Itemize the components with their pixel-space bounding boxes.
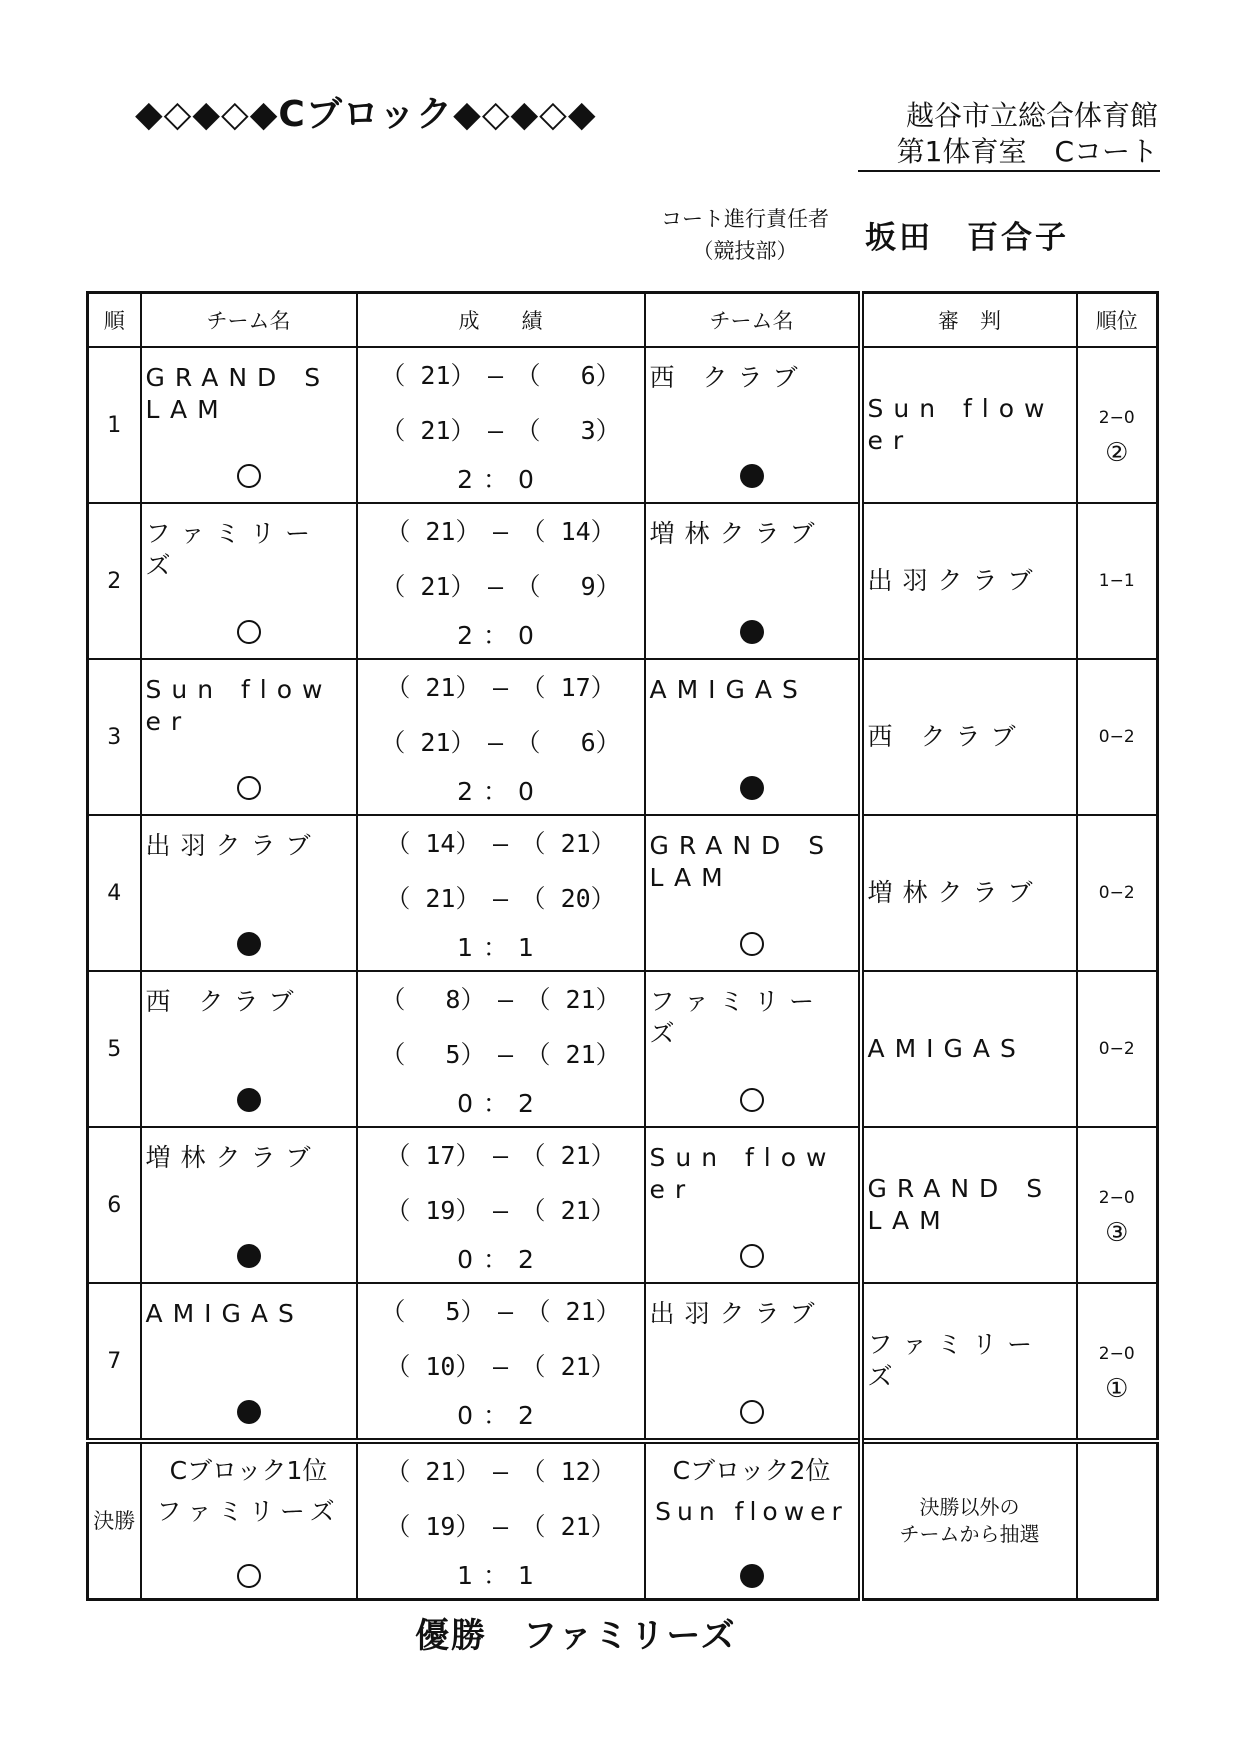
- set-count: 1：1: [457, 933, 544, 962]
- loss-mark-icon: [740, 1564, 764, 1588]
- team-b-name: AMIGAS: [649, 675, 808, 704]
- winner-banner: 優勝 ファミリーズ: [415, 1616, 737, 1656]
- referee-name: AMIGAS: [867, 1034, 1026, 1063]
- team-a-name: 西 クラブ: [145, 987, 304, 1016]
- match-row: [88, 659, 1158, 815]
- rank-record: 2−0: [1098, 408, 1135, 428]
- team-b-name: 西 クラブ: [649, 363, 808, 392]
- manager-name: 坂田 百合子: [865, 220, 1069, 256]
- set-1-score: （ 21） — （ 6）: [380, 361, 621, 390]
- team-b-wrap: [646, 1284, 858, 1438]
- set-1-score: （ 5） — （ 21）: [380, 1297, 621, 1326]
- team-a-wrap: [142, 1284, 356, 1438]
- team-b-wrap: [646, 660, 858, 814]
- final-row: [88, 1441, 1158, 1600]
- team-a-name: 増林クラブ: [145, 1143, 321, 1172]
- header-team-b: チーム名: [645, 293, 861, 348]
- match-number: 3: [88, 659, 141, 815]
- rank-place: ①: [1105, 1374, 1129, 1404]
- set-1-score: （ 21） — （ 17）: [385, 673, 616, 702]
- rank-place: ②: [1105, 438, 1129, 468]
- set-count: 0：2: [457, 1401, 544, 1430]
- team-b-name: Sun flower: [649, 1143, 837, 1204]
- venue-name: 越谷市立総合体育館: [905, 99, 1158, 132]
- referee-cell: [861, 503, 1077, 659]
- rank-record: 1−1: [1098, 571, 1135, 591]
- final-set-2-score: （ 19） — （ 21）: [385, 1512, 616, 1541]
- team-b-wrap: [646, 816, 858, 970]
- page-title: ◆◇◆◇◆Cブロック◆◇◆◇◆: [135, 94, 597, 135]
- score-cell: [357, 1127, 645, 1283]
- score-cell: [357, 1283, 645, 1441]
- set-2-score: （ 21） — （ 20）: [385, 884, 616, 913]
- venue: [858, 98, 1158, 170]
- win-mark-icon: [237, 1564, 261, 1588]
- set-2-score: （ 5） — （ 21）: [380, 1040, 621, 1069]
- score-cell: [357, 659, 645, 815]
- win-mark-icon: [237, 620, 261, 644]
- loss-mark-icon: [740, 620, 764, 644]
- team-b-name: ファミリーズ: [649, 987, 825, 1048]
- header-team-a: チーム名: [141, 293, 357, 348]
- referee-cell: [861, 1283, 1077, 1441]
- final-set-1-score: （ 21） — （ 12）: [385, 1457, 616, 1486]
- team-a-wrap: [142, 972, 356, 1126]
- team-b-name: GRAND SLAM: [649, 831, 835, 892]
- team-a-wrap: [142, 348, 356, 502]
- match-number: 7: [88, 1283, 141, 1441]
- header-referee: 審 判: [861, 293, 1077, 348]
- team-b-name: 増林クラブ: [649, 519, 825, 548]
- rank-cell: [1077, 1283, 1158, 1441]
- team-b-name: 出羽クラブ: [649, 1299, 825, 1328]
- match-row: [88, 971, 1158, 1127]
- team-a-cell: [141, 971, 357, 1127]
- match-number: 5: [88, 971, 141, 1127]
- header-order: 順: [88, 293, 141, 348]
- referee-cell: [861, 659, 1077, 815]
- final-team-a-cell: [141, 1441, 357, 1600]
- rank-cell: [1077, 659, 1158, 815]
- set-count: 2：0: [457, 777, 544, 806]
- win-mark-icon: [740, 1400, 764, 1424]
- final-team-b-name: Sun flower: [655, 1497, 848, 1526]
- referee-cell: [861, 971, 1077, 1127]
- rank-record: 0−2: [1098, 883, 1135, 903]
- referee-cell: [861, 815, 1077, 971]
- set-1-score: （ 17） — （ 21）: [385, 1141, 616, 1170]
- team-a-cell: [141, 347, 357, 503]
- referee-name: ファミリーズ: [867, 1330, 1043, 1391]
- referee-name: GRAND SLAM: [867, 1174, 1053, 1235]
- final-score-cell: [357, 1441, 645, 1600]
- team-b-cell: [645, 503, 861, 659]
- loss-mark-icon: [237, 1088, 261, 1112]
- referee-cell: [861, 347, 1077, 503]
- rank-record: 0−2: [1098, 727, 1135, 747]
- set-1-score: （ 14） — （ 21）: [385, 829, 616, 858]
- loss-mark-icon: [740, 776, 764, 800]
- final-team-a-label: Cブロック1位: [169, 1456, 328, 1485]
- team-a-wrap: [142, 816, 356, 970]
- referee-name: 西 クラブ: [867, 722, 1026, 751]
- team-b-cell: [645, 971, 861, 1127]
- header-result: 成 績: [357, 293, 645, 348]
- team-a-cell: [141, 815, 357, 971]
- match-row: [88, 1283, 1158, 1441]
- win-mark-icon: [237, 464, 261, 488]
- match-number: 1: [88, 347, 141, 503]
- referee-name: Sun flower: [867, 394, 1055, 455]
- team-b-cell: [645, 1127, 861, 1283]
- final-set-count: 1：1: [457, 1561, 544, 1590]
- set-count: 0：2: [457, 1245, 544, 1274]
- final-rank-cell: [1077, 1441, 1158, 1600]
- final-label: 決勝: [88, 1441, 141, 1600]
- rank-place: ③: [1105, 1218, 1129, 1248]
- final-referee-note: 決勝以外の チームから抽選: [899, 1495, 1040, 1546]
- manager-role: コート進行責任者: [661, 207, 829, 231]
- rank-record: 0−2: [1098, 1039, 1135, 1059]
- match-row: [88, 1127, 1158, 1283]
- final-team-a-name: ファミリーズ: [156, 1497, 341, 1526]
- rank-record: 2−0: [1098, 1344, 1135, 1364]
- referee-cell: [861, 1127, 1077, 1283]
- match-number: 2: [88, 503, 141, 659]
- venue-underline: [858, 170, 1160, 172]
- team-a-name: 出羽クラブ: [145, 831, 321, 860]
- team-b-cell: [645, 815, 861, 971]
- score-cell: [357, 971, 645, 1127]
- final-team-b-wrap: [646, 1446, 858, 1596]
- final-team-a-wrap: [142, 1446, 356, 1596]
- final-team-b-cell: [645, 1441, 861, 1600]
- header-rank: 順位: [1077, 293, 1158, 348]
- set-2-score: （ 21） — （ 3）: [380, 416, 621, 445]
- manager-dept: （競技部）: [692, 239, 798, 263]
- team-a-wrap: [142, 504, 356, 658]
- match-number: 6: [88, 1127, 141, 1283]
- team-b-cell: [645, 659, 861, 815]
- score-cell: [357, 815, 645, 971]
- match-row: [88, 815, 1158, 971]
- rank-cell: [1077, 1127, 1158, 1283]
- team-a-cell: [141, 503, 357, 659]
- team-b-cell: [645, 1283, 861, 1441]
- team-a-name: AMIGAS: [145, 1299, 304, 1328]
- manager-label: [640, 203, 850, 267]
- set-2-score: （ 10） — （ 21）: [385, 1352, 616, 1381]
- team-b-wrap: [646, 1128, 858, 1282]
- set-count: 0：2: [457, 1089, 544, 1118]
- team-b-wrap: [646, 504, 858, 658]
- team-a-cell: [141, 1127, 357, 1283]
- set-count: 2：0: [457, 621, 544, 650]
- set-1-score: （ 8） — （ 21）: [380, 985, 621, 1014]
- rank-cell: [1077, 503, 1158, 659]
- win-mark-icon: [740, 1244, 764, 1268]
- set-1-score: （ 21） — （ 14）: [385, 517, 616, 546]
- rank-record: 2−0: [1098, 1188, 1135, 1208]
- set-count: 2：0: [457, 465, 544, 494]
- set-2-score: （ 21） — （ 9）: [380, 572, 621, 601]
- rank-cell: [1077, 815, 1158, 971]
- final-team-b-label: Cブロック2位: [672, 1456, 831, 1485]
- team-a-name: Sun flower: [145, 675, 333, 736]
- results-table: [86, 291, 1159, 1601]
- team-a-name: GRAND SLAM: [145, 363, 331, 424]
- team-b-wrap: [646, 348, 858, 502]
- score-cell: [357, 503, 645, 659]
- team-b-wrap: [646, 972, 858, 1126]
- team-a-wrap: [142, 1128, 356, 1282]
- score-cell: [357, 347, 645, 503]
- team-b-cell: [645, 347, 861, 503]
- loss-mark-icon: [740, 464, 764, 488]
- team-a-cell: [141, 659, 357, 815]
- win-mark-icon: [740, 932, 764, 956]
- rank-cell: [1077, 347, 1158, 503]
- loss-mark-icon: [237, 932, 261, 956]
- set-2-score: （ 19） — （ 21）: [385, 1196, 616, 1225]
- table-header: [88, 293, 1158, 348]
- match-number: 4: [88, 815, 141, 971]
- team-a-name: ファミリーズ: [145, 519, 321, 580]
- final-referee-cell: [861, 1441, 1077, 1600]
- win-mark-icon: [740, 1088, 764, 1112]
- venue-court: 第1体育室 Cコート: [896, 135, 1158, 168]
- team-a-wrap: [142, 660, 356, 814]
- match-row: [88, 347, 1158, 503]
- rank-cell: [1077, 971, 1158, 1127]
- match-row: [88, 503, 1158, 659]
- team-a-cell: [141, 1283, 357, 1441]
- referee-name: 出羽クラブ: [867, 566, 1043, 595]
- loss-mark-icon: [237, 1400, 261, 1424]
- win-mark-icon: [237, 776, 261, 800]
- set-2-score: （ 21） — （ 6）: [380, 728, 621, 757]
- loss-mark-icon: [237, 1244, 261, 1268]
- referee-name: 増林クラブ: [867, 878, 1043, 907]
